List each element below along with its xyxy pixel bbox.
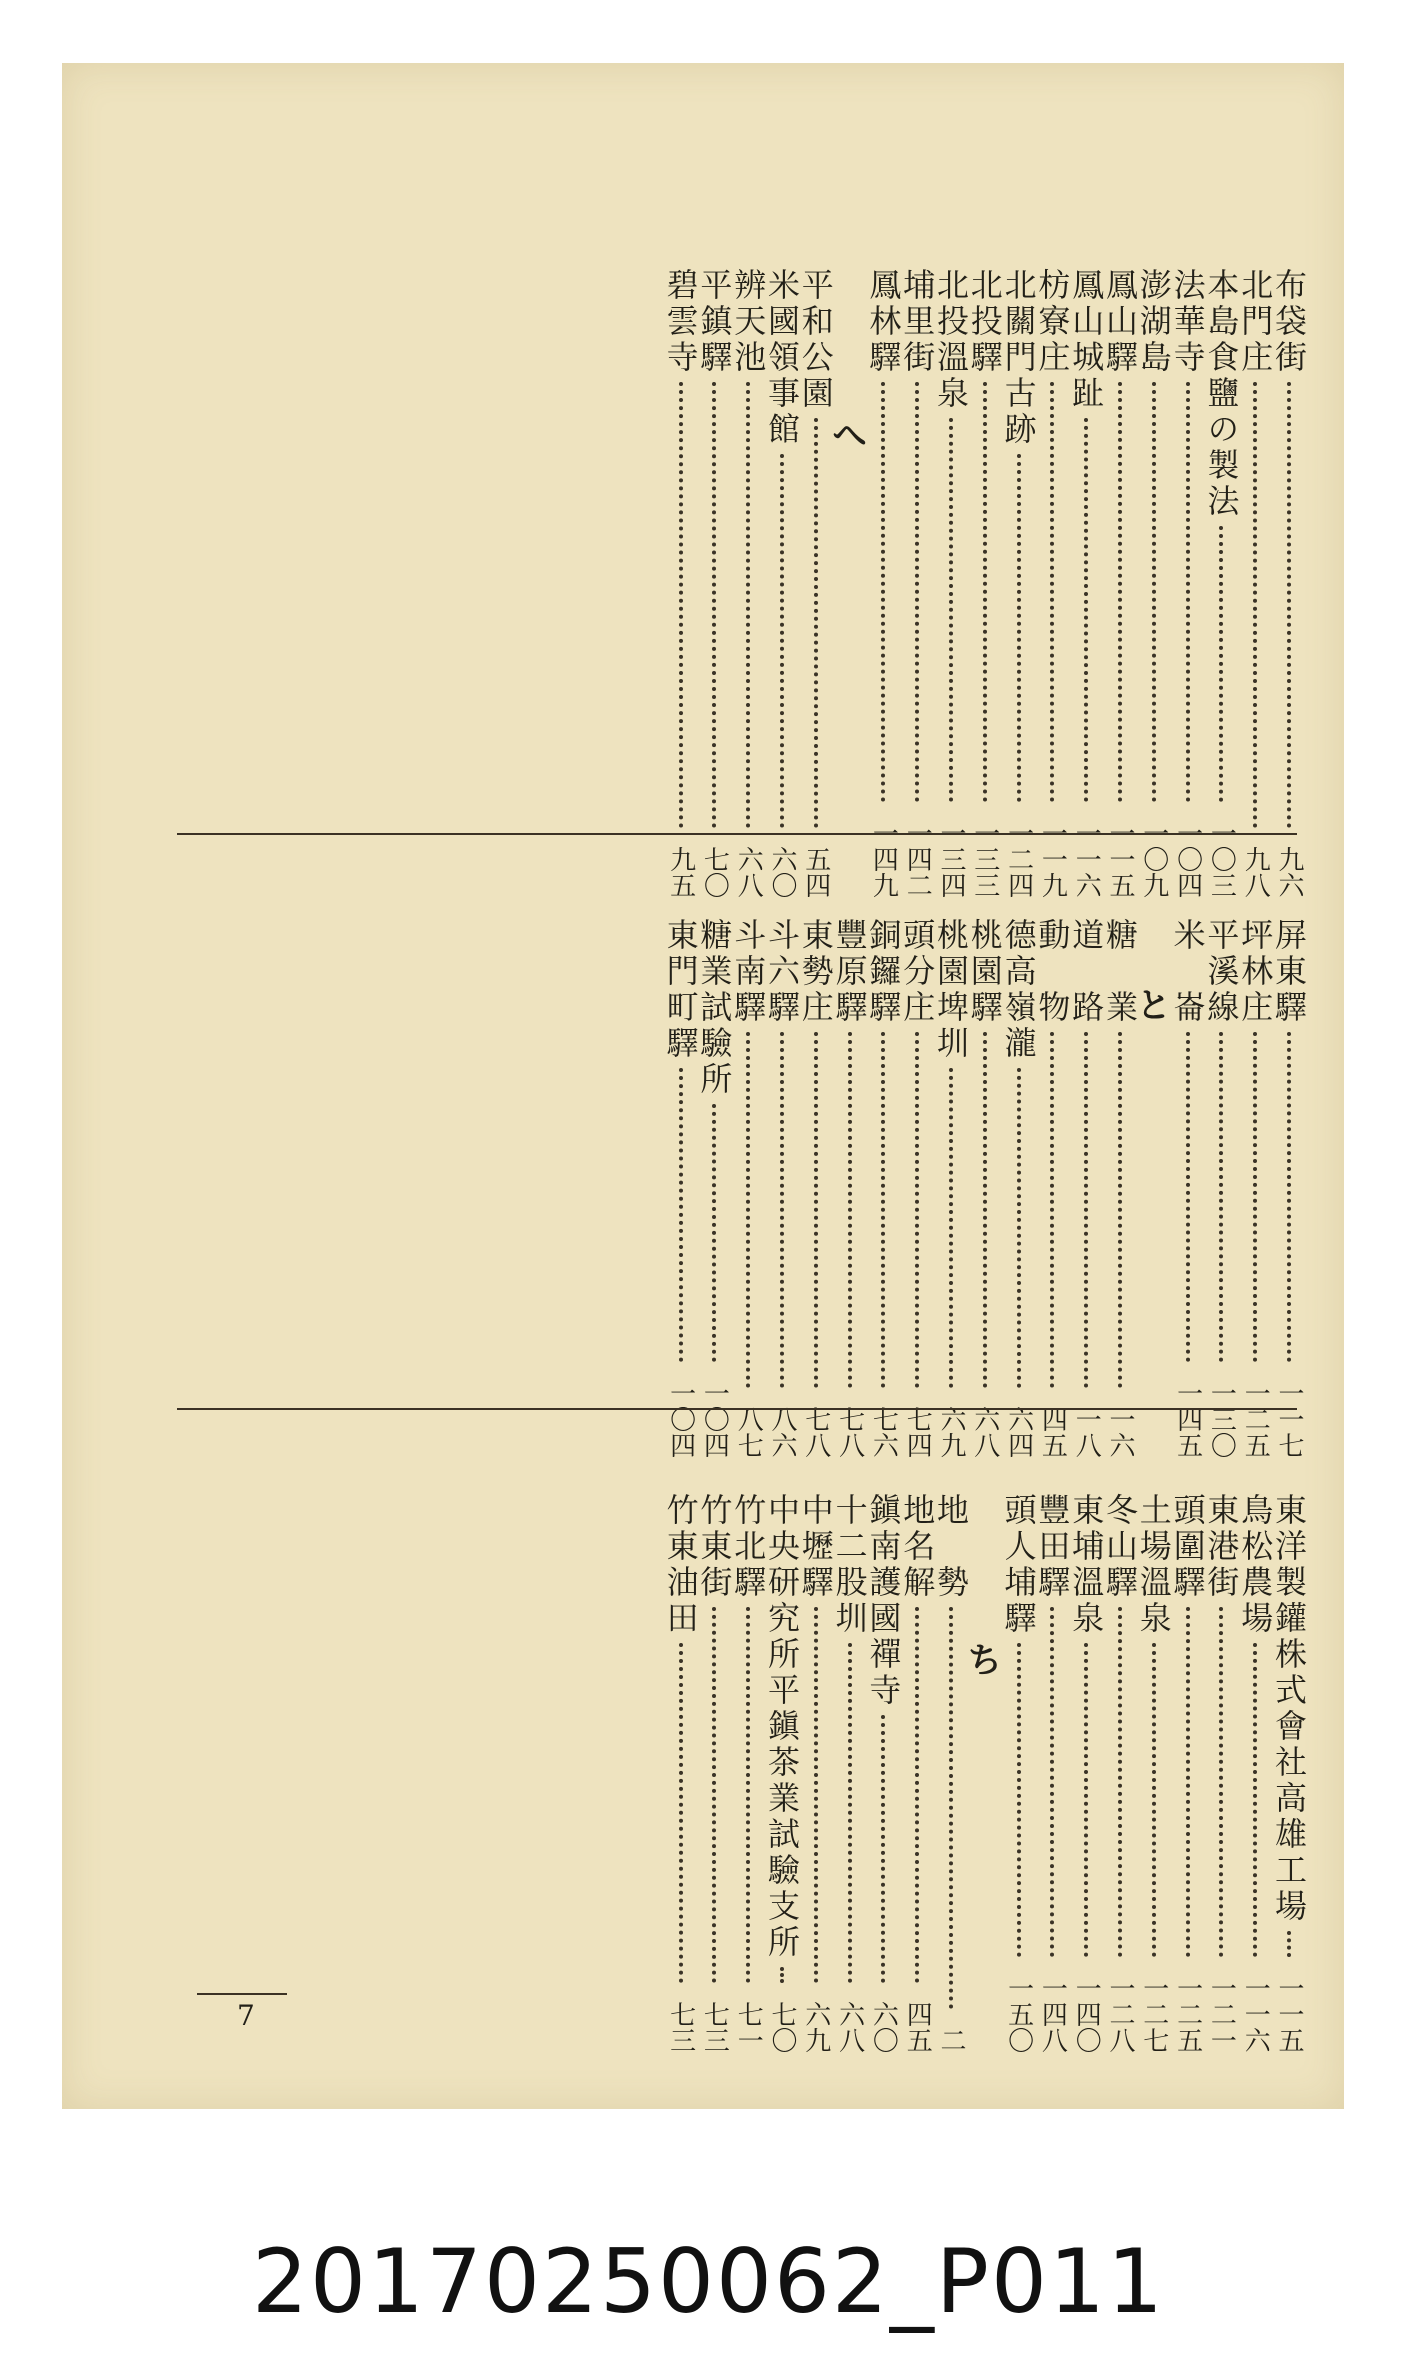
entry-page-number: 七六 bbox=[868, 1406, 899, 1458]
dot-leader bbox=[780, 454, 784, 828]
entry-page-number: 六〇 bbox=[868, 2001, 899, 2053]
dot-leader bbox=[1050, 382, 1054, 802]
entry-title: 斗六驛 bbox=[763, 918, 801, 1026]
entry-title: 東門町驛 bbox=[661, 918, 700, 1062]
entry-title: 坪林庄 bbox=[1236, 918, 1275, 1026]
entry-page-number: 五四 bbox=[800, 846, 831, 898]
dot-leader bbox=[746, 382, 750, 828]
dot-leader bbox=[881, 1032, 885, 1388]
entry-page-number: 一二一 bbox=[1206, 1975, 1237, 2053]
entry-page-number: 七一 bbox=[733, 2001, 764, 2053]
dot-leader bbox=[915, 1032, 919, 1388]
dot-leader bbox=[814, 1032, 818, 1388]
entry-title: 鎭南護國禪寺 bbox=[864, 1493, 903, 1709]
entry-page-number: 一四八 bbox=[1037, 1975, 1068, 2053]
entry-page-number: 一〇九 bbox=[1138, 820, 1169, 898]
entry-title: 道 路 bbox=[1067, 918, 1106, 1026]
entry-title: 動 物 bbox=[1033, 918, 1072, 1026]
dot-leader bbox=[1287, 1931, 1291, 1957]
entry-title: 桃園驛 bbox=[965, 918, 1004, 1026]
dot-leader bbox=[746, 1607, 750, 1983]
entry-title: 平溪線 bbox=[1202, 918, 1241, 1026]
index-entry bbox=[658, 918, 704, 1458]
entry-title: 中央研究所平鎭茶業試驗支所 bbox=[763, 1493, 801, 1961]
dot-leader bbox=[679, 382, 683, 828]
entry-page-number: 一二七 bbox=[1138, 1975, 1169, 2053]
dot-leader bbox=[848, 1643, 852, 1983]
dot-leader bbox=[712, 382, 716, 828]
index-entry bbox=[658, 268, 704, 898]
kana-section-heading: ち bbox=[967, 1641, 1002, 1681]
entry-title: 豐原驛 bbox=[830, 918, 869, 1026]
dot-leader bbox=[1253, 1032, 1257, 1362]
entry-title: 屏東驛 bbox=[1270, 918, 1308, 1026]
entry-page-number: 一四五 bbox=[1172, 1380, 1203, 1458]
entry-title: 銅鑼驛 bbox=[864, 918, 903, 1026]
entry-title: 鳥松農場 bbox=[1236, 1493, 1275, 1637]
dot-leader bbox=[712, 1607, 716, 1983]
catalog-id-caption: 20170250062_P011 bbox=[252, 2230, 1165, 2333]
entry-title: 中壢驛 bbox=[796, 1493, 835, 1601]
entry-title: 北門庄 bbox=[1236, 268, 1275, 376]
entry-title: 糖業試驗所 bbox=[695, 918, 734, 1098]
page-footer bbox=[197, 1993, 287, 2063]
entry-title: 東港街 bbox=[1202, 1493, 1241, 1601]
entry-title: 冬山驛 bbox=[1101, 1493, 1139, 1601]
dot-leader bbox=[1084, 1032, 1088, 1388]
entry-page-number: 八六 bbox=[767, 1406, 797, 1458]
entry-title: 地名解 bbox=[898, 1493, 937, 1601]
index-entry bbox=[860, 268, 906, 898]
entry-title: 竹東油田 bbox=[661, 1493, 700, 1637]
entry-title: 東洋製鑵株式會社高雄工場 bbox=[1270, 1493, 1308, 1925]
entry-title: 竹東街 bbox=[695, 1493, 734, 1601]
entry-page-number: 六九 bbox=[936, 1406, 966, 1458]
entry-page-number: 一八 bbox=[1071, 1406, 1102, 1458]
entry-title: 辨天池 bbox=[729, 268, 768, 376]
entry-page-number: 一三〇 bbox=[1206, 1380, 1237, 1458]
entry-title: 豐田驛 bbox=[1033, 1493, 1072, 1601]
entry-title: 布袋街 bbox=[1270, 268, 1308, 376]
dot-leader bbox=[746, 1032, 750, 1388]
entry-page-number: 一〇三 bbox=[1206, 820, 1237, 898]
dot-leader bbox=[1050, 1032, 1054, 1388]
entry-title: 平鎮驛 bbox=[695, 268, 734, 376]
dot-leader bbox=[1186, 1607, 1190, 1957]
entry-page-number: 九六 bbox=[1274, 846, 1304, 898]
dot-leader bbox=[814, 418, 818, 828]
entry-page-number: 七八 bbox=[834, 1406, 865, 1458]
dot-leader bbox=[1219, 526, 1223, 802]
dot-leader bbox=[1017, 454, 1021, 802]
entry-page-number: 六九 bbox=[800, 2001, 831, 2053]
dot-leader bbox=[1287, 382, 1291, 828]
entry-page-number: 二 bbox=[936, 2027, 966, 2053]
entry-page-number: 七八 bbox=[800, 1406, 831, 1458]
dot-leader bbox=[780, 1032, 784, 1388]
dot-leader bbox=[679, 1643, 683, 1983]
entry-page-number: 一一五 bbox=[1274, 1975, 1304, 2053]
dot-leader bbox=[983, 1032, 987, 1388]
dot-leader bbox=[949, 1068, 953, 1388]
entry-title: 枋寮庄 bbox=[1033, 268, 1072, 376]
entry-page-number: 八七 bbox=[733, 1406, 764, 1458]
band-divider bbox=[177, 833, 1297, 835]
entry-page-number: 一四九 bbox=[868, 820, 899, 898]
entry-title: 鳳山城趾 bbox=[1067, 268, 1106, 412]
entry-page-number: 七四 bbox=[902, 1406, 933, 1458]
dot-leader bbox=[1050, 1607, 1054, 1957]
dot-leader bbox=[915, 1607, 919, 1983]
entry-page-number: 一〇四 bbox=[1172, 820, 1203, 898]
entry-page-number: 四五 bbox=[1037, 1406, 1068, 1458]
entry-title: 頭人埔驛 bbox=[999, 1493, 1038, 1637]
entry-page-number: 六八 bbox=[733, 846, 764, 898]
entry-title: 碧雲寺 bbox=[661, 268, 700, 376]
entry-page-number: 七三 bbox=[699, 2001, 730, 2053]
entry-title: 米 崙 bbox=[1168, 918, 1207, 1026]
entry-page-number: 一二五 bbox=[1172, 1975, 1203, 2053]
entry-title: 鳳山驛 bbox=[1101, 268, 1139, 376]
entry-title: 竹北驛 bbox=[729, 1493, 768, 1601]
entry-page-number: 七〇 bbox=[767, 2001, 797, 2053]
dot-leader bbox=[1152, 382, 1156, 802]
entry-page-number: 一二五 bbox=[1240, 1380, 1271, 1458]
dot-leader bbox=[1084, 1643, 1088, 1957]
dot-leader bbox=[1017, 1643, 1021, 1957]
dot-leader bbox=[1186, 1032, 1190, 1362]
entry-page-number: 七〇 bbox=[699, 846, 730, 898]
dot-leader bbox=[712, 1104, 716, 1362]
entry-title: 土場溫泉 bbox=[1134, 1493, 1173, 1637]
dot-leader bbox=[1186, 382, 1190, 802]
entry-page-number: 一一七 bbox=[1274, 1380, 1304, 1458]
entry-title: 鳳林驛 bbox=[864, 268, 903, 376]
dot-leader bbox=[1287, 1032, 1291, 1362]
entry-title: 北投驛 bbox=[965, 268, 1004, 376]
dot-leader bbox=[848, 1032, 852, 1388]
entry-page-number: 一三四 bbox=[936, 820, 966, 898]
dot-leader bbox=[780, 1967, 784, 1983]
entry-title: 法華寺 bbox=[1168, 268, 1207, 376]
dot-leader bbox=[983, 382, 987, 802]
dot-leader bbox=[915, 382, 919, 802]
band-divider bbox=[177, 1408, 1297, 1410]
index-entry bbox=[996, 1493, 1042, 2053]
entry-title: 本島食鹽の製法 bbox=[1202, 268, 1241, 520]
dot-leader bbox=[814, 1607, 818, 1983]
index-band-3 bbox=[62, 1493, 1344, 2053]
entry-title: 地 勢 bbox=[932, 1493, 970, 1601]
entry-page-number: 六八 bbox=[834, 2001, 865, 2053]
dot-leader bbox=[1219, 1607, 1223, 1957]
dot-leader bbox=[881, 382, 885, 802]
dot-leader bbox=[1219, 1032, 1223, 1362]
index-band-2 bbox=[62, 918, 1344, 1458]
dot-leader bbox=[949, 418, 953, 802]
entry-page-number: 一一五 bbox=[1105, 820, 1135, 898]
entry-title: 米國領事館 bbox=[763, 268, 801, 448]
entry-title: 東勢庄 bbox=[796, 918, 835, 1026]
dot-leader bbox=[1017, 1068, 1021, 1388]
entry-page-number: 一〇四 bbox=[665, 1380, 696, 1458]
entry-page-number: 一五〇 bbox=[1003, 1975, 1034, 2053]
entry-title: 北投溫泉 bbox=[932, 268, 970, 412]
index-band-1 bbox=[62, 268, 1344, 898]
entry-page-number: 一一九 bbox=[1037, 820, 1068, 898]
dot-leader bbox=[1118, 1607, 1122, 1957]
entry-page-number: 六四 bbox=[1003, 1406, 1034, 1458]
entry-title: 澎湖島 bbox=[1134, 268, 1173, 376]
entry-page-number: 一四二 bbox=[902, 820, 933, 898]
kana-section-heading: へ bbox=[832, 416, 867, 456]
page-number: 7 bbox=[237, 1999, 255, 2032]
entry-page-number: 一〇四 bbox=[699, 1380, 730, 1458]
entry-title: 十二股圳 bbox=[830, 1493, 869, 1637]
entry-title: 斗南驛 bbox=[729, 918, 768, 1026]
entry-title: 糖 業 bbox=[1101, 918, 1139, 1026]
dot-leader bbox=[1118, 1032, 1122, 1388]
entry-page-number: 七三 bbox=[665, 2001, 696, 2053]
entry-page-number: 一二八 bbox=[1105, 1975, 1135, 2053]
entry-page-number: 一四〇 bbox=[1071, 1975, 1102, 2053]
entry-title: 埔里街 bbox=[898, 268, 937, 376]
index-entry bbox=[658, 1493, 704, 2053]
entry-page-number: 六八 bbox=[969, 1406, 1000, 1458]
entry-page-number: 一二四 bbox=[1003, 820, 1034, 898]
entry-page-number: 九八 bbox=[1240, 846, 1271, 898]
entry-page-number: 一一六 bbox=[1071, 820, 1102, 898]
dot-leader bbox=[949, 1607, 953, 2009]
entry-title: 德高嶺瀧 bbox=[999, 918, 1038, 1062]
book-page bbox=[62, 63, 1344, 2109]
dot-leader bbox=[679, 1068, 683, 1362]
kana-section-heading: と bbox=[1136, 986, 1171, 1026]
dot-leader bbox=[881, 1715, 885, 1983]
entry-title: 桃園埤圳 bbox=[932, 918, 970, 1062]
footer-rule bbox=[197, 1993, 287, 1995]
dot-leader bbox=[1253, 1643, 1257, 1957]
entry-page-number: 六〇 bbox=[767, 846, 797, 898]
dot-leader bbox=[1118, 382, 1122, 802]
entry-page-number: 一一六 bbox=[1240, 1975, 1271, 2053]
entry-title: 北關門古跡 bbox=[999, 268, 1038, 448]
dot-leader bbox=[1152, 1643, 1156, 1957]
entry-page-number: 九五 bbox=[665, 846, 696, 898]
entry-page-number: 一三三 bbox=[969, 820, 1000, 898]
entry-title: 東埔溫泉 bbox=[1067, 1493, 1106, 1637]
entry-title: 頭圍驛 bbox=[1168, 1493, 1207, 1601]
entry-title: 平和公園 bbox=[796, 268, 835, 412]
dot-leader bbox=[1253, 382, 1257, 828]
dot-leader bbox=[1084, 418, 1088, 802]
entry-title: 頭分庄 bbox=[898, 918, 937, 1026]
entry-page-number: 四五 bbox=[902, 2001, 933, 2053]
entry-page-number: 一六 bbox=[1105, 1406, 1135, 1458]
